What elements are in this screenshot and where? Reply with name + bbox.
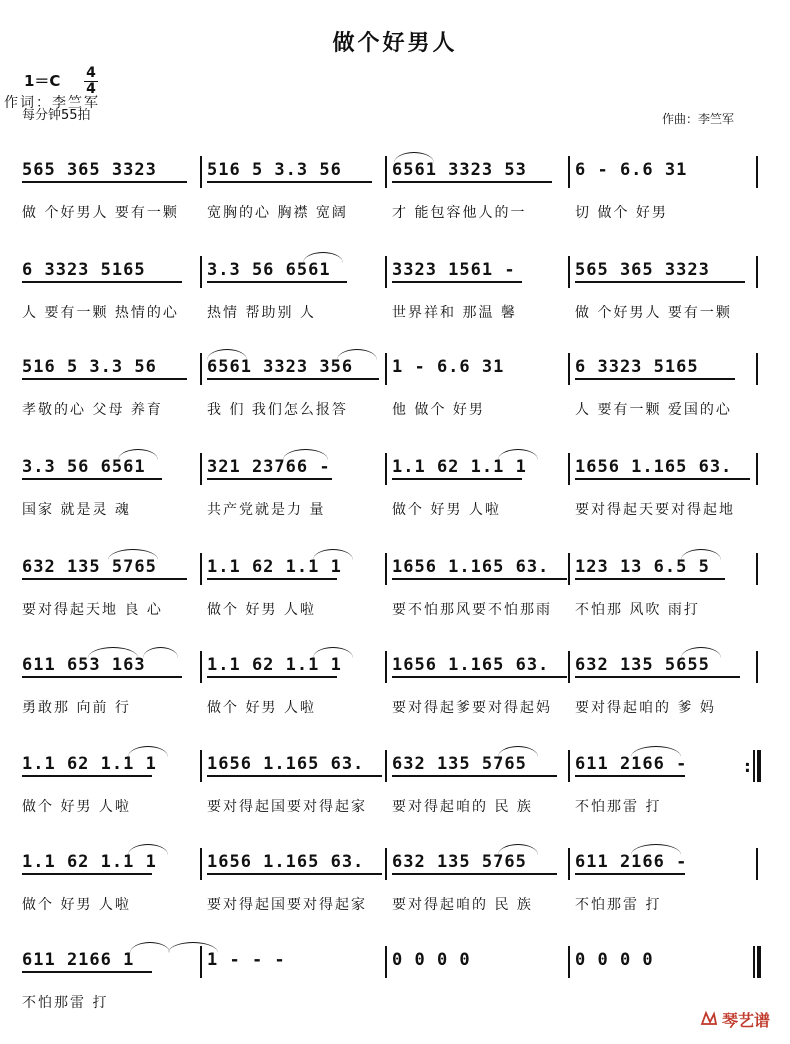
logo-text: 琴艺谱: [722, 1011, 771, 1030]
measure-lyrics: 做个 好男 人啦: [22, 799, 131, 815]
bar-line: [385, 651, 387, 683]
bar-line: [756, 553, 758, 585]
measure-notes: 611 2166 1: [22, 950, 135, 970]
measure-notes: 611 2166 -: [575, 754, 688, 774]
bar-line: [385, 256, 387, 288]
bar-line: [568, 750, 570, 782]
measure-notes: 1.1 62 1.1 1: [22, 754, 157, 774]
piano-logo-icon: [700, 1010, 718, 1028]
measure-notes: 565 365 3323: [575, 260, 710, 280]
measure-notes: 6 3323 5165: [22, 260, 146, 280]
underline-beam: [392, 478, 522, 480]
measure-lyrics: 要对得起国要对得起家: [207, 799, 367, 815]
bar-line: [200, 156, 202, 188]
measure-lyrics: 人 要有一颗 爱国的心: [575, 402, 732, 418]
measure-notes: 3.3 56 6561: [207, 260, 331, 280]
bar-line: [756, 453, 758, 485]
score-system-5: [0, 555, 790, 651]
bar-line: [200, 553, 202, 585]
measure-notes: 123 13 6.5 5: [575, 557, 710, 577]
measure-notes: 321 23766 -: [207, 457, 331, 477]
meter-top: 4: [86, 65, 96, 81]
bar-line: [756, 156, 758, 188]
bar-line: [385, 156, 387, 188]
measure-notes: 3323 1561 -: [392, 260, 516, 280]
measure: [203, 258, 385, 321]
measure-lyrics: 做 个好男人 要有一颗: [575, 305, 732, 321]
underline-beam: [207, 478, 332, 480]
underline-beam: [392, 578, 567, 580]
measure: [18, 555, 200, 618]
measure-lyrics: 不怕那雷 打: [22, 995, 109, 1011]
bar-line: [568, 353, 570, 385]
measure: [388, 555, 568, 618]
bar-line: [200, 848, 202, 880]
bar-line: [200, 453, 202, 485]
measure-notes: 3.3 56 6561: [22, 457, 146, 477]
bar-line: [385, 353, 387, 385]
repeat-end-bar: [757, 750, 761, 782]
measure-notes: 1.1 62 1.1 1: [207, 655, 342, 675]
site-logo[interactable]: [700, 1008, 780, 1030]
measure: [18, 455, 200, 518]
measure-notes: 0 0 0 0: [575, 950, 654, 970]
measure: [571, 752, 756, 815]
bar-line: [756, 848, 758, 880]
measure: [18, 258, 200, 321]
measure-lyrics: 我 们 我们怎么报答: [207, 402, 348, 418]
measure-lyrics: 做 个好男人 要有一颗: [22, 205, 179, 221]
measure: [203, 455, 385, 518]
underline-beam: [575, 378, 735, 380]
measure-lyrics: 要不怕那风要不怕那雨: [392, 602, 552, 618]
bar-line: [568, 256, 570, 288]
score-system-6: [0, 653, 790, 749]
measure: [388, 258, 568, 321]
measure: [571, 653, 756, 716]
measure-lyrics: 要对得起咱的 爹 妈: [575, 700, 716, 716]
underline-beam: [22, 873, 152, 875]
measure-lyrics: 要对得起天要对得起地: [575, 502, 735, 518]
score-system-1: [0, 158, 790, 254]
underline-beam: [575, 775, 685, 777]
measure: [18, 752, 200, 815]
measure: [203, 355, 385, 418]
measure-lyrics: 才 能包容他人的一: [392, 205, 527, 221]
underline-beam: [207, 378, 379, 380]
underline-beam: [22, 181, 187, 183]
repeat-dots: :: [742, 756, 753, 777]
measure: [388, 948, 568, 1008]
underline-beam: [392, 873, 557, 875]
measure-lyrics: 要对得起咱的 民 族: [392, 799, 533, 815]
measure: [571, 455, 756, 518]
measure: [18, 653, 200, 716]
bar-line: [385, 553, 387, 585]
measure-lyrics: 世界祥和 那温 馨: [392, 305, 517, 321]
score-system-4: [0, 455, 790, 551]
underline-beam: [22, 971, 152, 973]
tempo-marking: 每分钟55拍: [22, 108, 91, 123]
measure: [388, 355, 568, 418]
bar-line: [568, 453, 570, 485]
measure-lyrics: 要对得起天地 良 心: [22, 602, 163, 618]
score-system-7: [0, 752, 790, 848]
measure-notes: 516 5 3.3 56: [207, 160, 342, 180]
underline-beam: [22, 281, 182, 283]
bar-line: [568, 156, 570, 188]
score-system-2: [0, 258, 790, 354]
measure-notes: 6561 3323 53: [392, 160, 527, 180]
underline-beam: [575, 281, 745, 283]
measure: [571, 355, 756, 418]
underline-beam: [22, 775, 152, 777]
bar-line: [200, 651, 202, 683]
measure-notes: 1.1 62 1.1 1: [207, 557, 342, 577]
measure: [203, 653, 385, 716]
underline-beam: [392, 676, 567, 678]
measure-notes: 632 135 5655: [575, 655, 710, 675]
underline-beam: [575, 478, 750, 480]
bar-line: [756, 256, 758, 288]
measure-notes: 611 653 163: [22, 655, 146, 675]
bar-line: [568, 553, 570, 585]
measure-lyrics: 国家 就是灵 魂: [22, 502, 131, 518]
bar-line: [753, 946, 755, 978]
measure-notes: 632 135 5765: [392, 852, 527, 872]
measure-notes: 6561 3323 356: [207, 357, 354, 377]
measure-notes: 1 - 6.6 31: [392, 357, 505, 377]
measure: [388, 455, 568, 518]
measure-notes: 1656 1.165 63.: [575, 457, 733, 477]
bar-line: [756, 651, 758, 683]
measure-lyrics: 不怕那雷 打: [575, 799, 662, 815]
bar-line: [568, 848, 570, 880]
underline-beam: [207, 775, 382, 777]
measure-lyrics: 做个 好男 人啦: [207, 602, 316, 618]
measure-notes: 6 - 6.6 31: [575, 160, 688, 180]
measure: [203, 948, 385, 1008]
underline-beam: [207, 181, 372, 183]
measure-notes: 1.1 62 1.1 1: [22, 852, 157, 872]
measure: [203, 555, 385, 618]
measure-notes: 632 135 5765: [22, 557, 157, 577]
bar-line: [200, 256, 202, 288]
measure: [571, 850, 756, 913]
measure-lyrics: 做个 好男 人啦: [22, 897, 131, 913]
bar-line: [200, 946, 202, 978]
score-system-3: [0, 355, 790, 451]
measure-lyrics: 孝敬的心 父母 养育: [22, 402, 163, 418]
measure-lyrics: 要对得起国要对得起家: [207, 897, 367, 913]
measure-lyrics: 不怕那雷 打: [575, 897, 662, 913]
song-title: 做个好男人: [332, 31, 458, 56]
measure-lyrics: 要对得起咱的 民 族: [392, 897, 533, 913]
underline-beam: [575, 873, 685, 875]
underline-beam: [22, 676, 182, 678]
measure: [388, 653, 568, 716]
measure: [18, 355, 200, 418]
measure-lyrics: 共产党就是力 量: [207, 502, 326, 518]
measure-notes: 1 - - -: [207, 950, 286, 970]
underline-beam: [575, 578, 725, 580]
bar-line: [200, 750, 202, 782]
bar-line: [385, 848, 387, 880]
underline-beam: [392, 775, 557, 777]
measure-notes: 632 135 5765: [392, 754, 527, 774]
bar-line: [385, 946, 387, 978]
bar-line: [568, 651, 570, 683]
measure-lyrics: 热情 帮助别 人: [207, 305, 316, 321]
underline-beam: [575, 676, 740, 678]
measure: [388, 158, 568, 221]
measure-notes: 1.1 62 1.1 1: [392, 457, 527, 477]
measure: [571, 555, 756, 618]
measure: [18, 948, 200, 1011]
measure-lyrics: 切 做个 好男: [575, 205, 668, 221]
underline-beam: [392, 181, 552, 183]
measure-notes: 6 3323 5165: [575, 357, 699, 377]
measure-notes: 1656 1.165 63.: [207, 754, 365, 774]
final-bar: [757, 946, 761, 978]
measure: [203, 158, 385, 221]
underline-beam: [207, 578, 337, 580]
score-system-8: [0, 850, 790, 946]
measure-lyrics: 他 做个 好男: [392, 402, 485, 418]
measure-lyrics: 做个 好男 人啦: [392, 502, 501, 518]
measure-notes: 565 365 3323: [22, 160, 157, 180]
measure-notes: 1656 1.165 63.: [392, 655, 550, 675]
score-system-9: [0, 948, 790, 1044]
lyricist-credit: 作词：李竺军: [4, 95, 100, 111]
bar-line: [385, 453, 387, 485]
measure: [571, 948, 756, 1008]
underline-beam: [207, 281, 347, 283]
measure-lyrics: 勇敢那 向前 行: [22, 700, 131, 716]
measure-lyrics: 做个 好男 人啦: [207, 700, 316, 716]
bar-line: [385, 750, 387, 782]
measure-notes: 611 2166 -: [575, 852, 688, 872]
measure: [203, 850, 385, 913]
measure-notes: 1656 1.165 63.: [207, 852, 365, 872]
measure: [388, 752, 568, 815]
underline-beam: [392, 281, 522, 283]
measure-lyrics: 不怕那 风吹 雨打: [575, 602, 700, 618]
measure-notes: 1656 1.165 63.: [392, 557, 550, 577]
key-signature: 1＝C: [24, 72, 61, 90]
bar-line: [568, 946, 570, 978]
meter-bottom: 4: [86, 81, 96, 97]
measure: [571, 158, 756, 221]
underline-beam: [207, 676, 337, 678]
underline-beam: [22, 478, 162, 480]
measure: [571, 258, 756, 321]
bar-line: [756, 353, 758, 385]
measure-lyrics: 人 要有一颗 热情的心: [22, 305, 179, 321]
bar-line: [753, 750, 755, 782]
underline-beam: [22, 378, 187, 380]
measure: [203, 752, 385, 815]
underline-beam: [207, 873, 382, 875]
measure: [388, 850, 568, 913]
measure-notes: 0 0 0 0: [392, 950, 471, 970]
underline-beam: [22, 578, 187, 580]
measure-lyrics: 要对得起爹要对得起妈: [392, 700, 552, 716]
measure-notes: 516 5 3.3 56: [22, 357, 157, 377]
measure-lyrics: 宽胸的心 胸襟 宽阔: [207, 205, 348, 221]
measure: [18, 850, 200, 913]
bar-line: [200, 353, 202, 385]
measure: [18, 158, 200, 221]
composer-credit: 作曲：李竺军: [662, 112, 735, 126]
